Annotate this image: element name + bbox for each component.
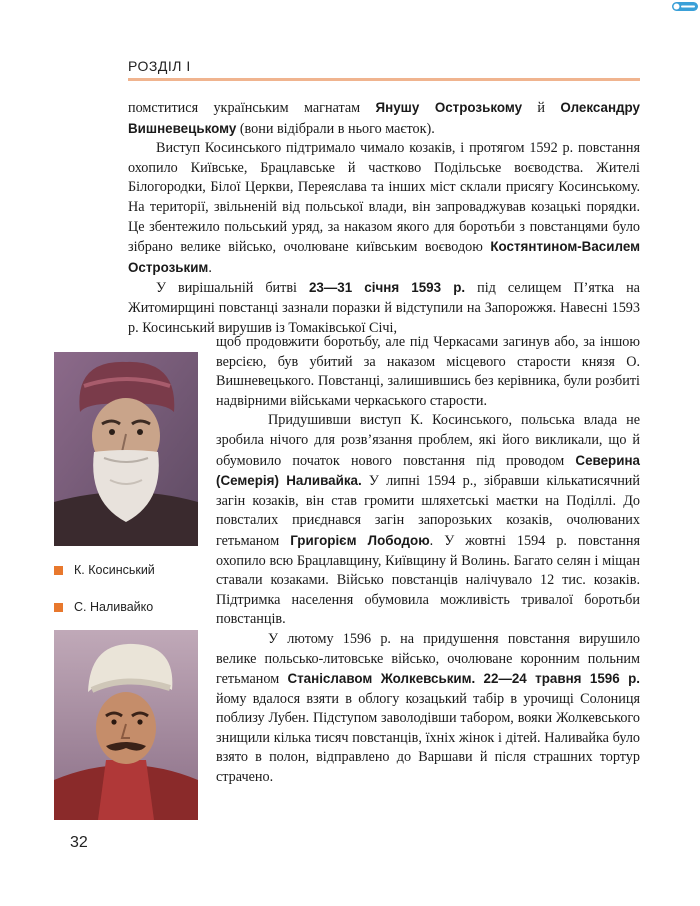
text-run: щоб продовжити боротьбу, але під Черкасами загинув або, за іншою версією, був убитий за наказом місцевого старости князя О. Вишневецького. Повстанці, залишившись без керівника, були розбиті надвірними військами черкаського старости.: [216, 334, 640, 409]
caption-nalyvaiko: [54, 598, 153, 616]
portrait-nalyvaiko: [54, 630, 198, 820]
caption-text: С. Наливайко: [74, 600, 154, 614]
main-text-narrow: [216, 333, 640, 788]
text-run: йому вдалося взяти в облогу козацький табір в урочищі Солониця поблизу Лубен. Підступом заволодівши табором, вояки Жолкевського знищили кілька тисяч повстанців, їхніх жінок і дітей. Наливайка було взято в полон, відправлено до Варшави й після страшних тортур страчено.: [216, 690, 640, 786]
bold-term: Олександру Вишневецькому: [128, 100, 640, 136]
bold-term: Станіславом Жолкевським.: [287, 671, 476, 687]
caption-kosynskyi: [54, 561, 155, 579]
paragraph-4: [216, 411, 640, 630]
text-run: (вони відібрали в нього маєток).: [236, 120, 435, 137]
text-run: під селищем П’ятка на Житомирщині повстанці зазнали поразки й відступили на Запорожжя. Навесні 1593 р. Косинський вирушив із Томаківської Січі,: [128, 280, 640, 336]
section-header: [128, 58, 640, 80]
section-title: РОЗДІЛ І: [128, 58, 191, 74]
bold-term: Костянтином-Василем Острозьким: [128, 239, 640, 275]
orange-square-icon: [54, 566, 63, 575]
publisher-logo-icon: [672, 2, 698, 11]
paragraph-5: [216, 630, 640, 788]
bold-term: 23—31 січня 1593 р.: [308, 280, 466, 296]
header-divider: [128, 78, 640, 81]
bold-term: Григорієм Лободою: [290, 532, 430, 548]
text-run: У липні 1594 р., зібравши кількатисячний загін козаків, він став громити шляхетські маєтки на Поділлі. До повсталих приєднався загін запорозьких козаків, очолюваних гетьманом: [216, 473, 640, 549]
bold-term: 22—24 травня 1596 р.: [483, 671, 641, 687]
text-run: У лютому 1596 р. на придушення повстання вирушило велике польсько-литовське військо, очолюване коронним польним гетьманом: [216, 630, 640, 688]
paragraph-2: [128, 139, 640, 278]
main-text-wide: [128, 98, 640, 338]
text-run: . У жовтні 1594 р. повстання охопило всю Брацлавщину, Київщину й Волинь. Багато селян і міщан ставали козаками. Військо повстанців налічувало 12 тис. козаків. Підтримка населення обумовила можливість тривалої боротьби повстанців.: [216, 532, 640, 628]
text-run: У вирішальній битві: [156, 280, 309, 297]
bold-term: Северина (Семерія) Наливайка.: [216, 452, 640, 489]
text-run: Виступ Косинського підтримало чимало козаків, і протягом 1592 р. повстання охопило Київське, Брацлавське й частково Подільське воєводства. Жителі Білогородки, Білої Церкви, Переяслава та інших міст склали присягу Косинському. На території, звільненій від польської влади, він запроваджував козацькі порядки. Це збентежило польський уряд, за наказом якого для боротьби з повстанцями було зібрано велике військо, очолюване київським воєводою: [128, 140, 640, 256]
caption-text: К. Косинський: [74, 563, 155, 577]
bold-term: Янушу Острозькому: [375, 100, 523, 115]
text-run: помститися українським магнатам: [128, 100, 376, 116]
text-run: Придушивши виступ К. Косинського, польська влада не зробила нічого для розв’язання проблем, які його викликали, що й обумовило початок нового повстання під проводом: [216, 412, 640, 469]
text-run: й: [522, 100, 561, 116]
paragraph-1: [128, 98, 640, 139]
orange-square-icon: [54, 603, 63, 612]
paragraph-3-continued: [216, 333, 640, 411]
text-run: [475, 671, 483, 687]
portrait-kosynskyi: [54, 352, 198, 546]
paragraph-3: [128, 278, 640, 338]
text-run: .: [208, 259, 212, 276]
page-number: 32: [70, 834, 88, 851]
